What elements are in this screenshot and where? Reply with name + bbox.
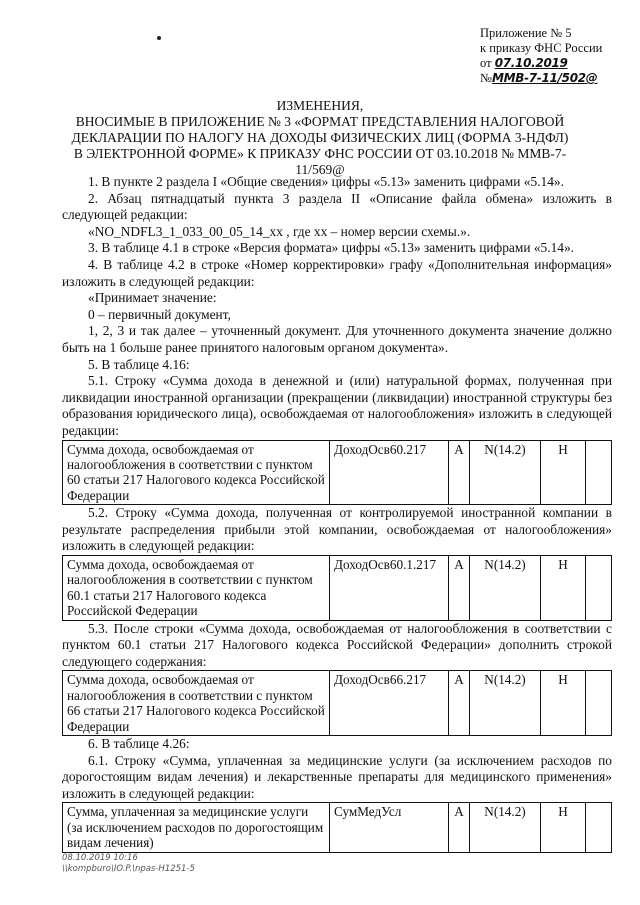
table-row xyxy=(63,671,612,736)
cell-required: Н xyxy=(541,440,586,505)
paragraph: 1. В пункте 2 раздела I «Общие сведения» цифры «5.13» заменить цифрами «5.14». xyxy=(88,174,564,189)
appendix-number xyxy=(480,71,630,86)
scan-mark xyxy=(157,36,161,40)
cell-extra xyxy=(586,803,612,852)
requisite-table xyxy=(62,555,612,621)
table-row xyxy=(63,803,612,852)
cell-type: А xyxy=(449,555,470,620)
cell-required: Н xyxy=(541,671,586,736)
cell-format: N(14.2) xyxy=(470,440,541,505)
cell-type: А xyxy=(449,671,470,736)
appendix-label: Приложение № 5 xyxy=(480,26,572,40)
print-path: \\kompburo\IO.P.\npas-H1251-5 xyxy=(62,864,195,874)
cell-type: А xyxy=(449,440,470,505)
cell-name: Сумма дохода, освобождаемая от налогообложения в соответствии с пунктом 60 статьи 217 Налогового кодекса Российской Федерации xyxy=(63,440,330,505)
handwritten-number: ММВ-7-11/502@ xyxy=(491,71,598,85)
cell-extra xyxy=(586,440,612,505)
paragraph: 1, 2, 3 и так далее – уточненный документ. Для уточненного документа значение должно быть на 1 больше ранее принятого налоговым органом документа». xyxy=(62,323,612,355)
cell-code: СумМедУсл xyxy=(330,803,449,852)
appendix-order: к приказу ФНС России xyxy=(480,41,603,55)
cell-code: ДоходОсв66.217 xyxy=(330,671,449,736)
cell-extra xyxy=(586,555,612,620)
paragraph: 5.3. После строки «Сумма дохода, освобождаемая от налогообложения в соответствии с пунктом 60.1 статьи 217 Налогового кодекса Российской Федерации» дополнить строкой следующего содержания: xyxy=(62,620,612,669)
paragraph: 2. Абзац пятнадцатый пункта 3 раздела II «Описание файла обмена» изложить в следующей редакции: xyxy=(62,190,612,223)
paragraph: 5.2. Строку «Сумма дохода, полученная от контролируемой иностранной компании в результате распределения прибыли этой компании, освобождаемая от налогообложения» изложить в следующей редакции: xyxy=(62,505,612,554)
handwritten-date: 07.10.2019 xyxy=(494,56,568,70)
table-row xyxy=(63,440,612,505)
cell-format: N(14.2) xyxy=(470,803,541,852)
cell-extra xyxy=(586,671,612,736)
table-row xyxy=(63,555,612,620)
document-title xyxy=(60,98,580,178)
cell-required: Н xyxy=(541,555,586,620)
print-footer xyxy=(62,853,195,875)
paragraph: 6. В таблице 4.26: xyxy=(88,735,190,751)
document-body xyxy=(62,174,612,853)
paragraph: 5. В таблице 4.16: xyxy=(88,356,190,372)
cell-name: Сумма дохода, освобождаемая от налогообложения в соответствии с пунктом 60.1 статьи 217 Налогового кодекса Российской Федерации xyxy=(63,555,330,620)
cell-name: Сумма, уплаченная за медицинские услуги (за исключением расходов по дорогостоящим видам лечения) xyxy=(63,803,330,852)
cell-required: Н xyxy=(541,803,586,852)
date-prefix: от xyxy=(480,56,492,70)
number-prefix: № xyxy=(480,71,492,85)
requisite-table xyxy=(62,440,612,506)
requisite-table xyxy=(62,670,612,736)
appendix-date xyxy=(480,56,630,71)
cell-type: А xyxy=(449,803,470,852)
paragraph: 5.1. Строку «Сумма дохода в денежной и (или) натуральной формах, полученная при ликвидации иностранной организации (прекращении (ликвидации) иностранной структуры без образования юридического лица), освобождаемая от налогообложения» изложить в следующей редакции: xyxy=(62,373,612,438)
cell-name: Сумма дохода, освобождаемая от налогообложения в соответствии с пунктом 66 статьи 217 Налогового кодекса Российской Федерации xyxy=(63,671,330,736)
paragraph: 6.1. Строку «Сумма, уплаченная за медицинские услуги (за исключением расходов по дорогостоящим видам лечения) и лекарственные препараты для медицинского применения» изложить в следующей редакции: xyxy=(62,752,612,801)
paragraph: 0 – первичный документ, xyxy=(88,306,231,322)
paragraph: 4. В таблице 4.2 в строке «Номер корректировки» графу «Дополнительная информация» изложить в следующей редакции: xyxy=(62,256,612,289)
print-timestamp: 08.10.2019 10:16 xyxy=(62,853,138,863)
title-line: ДЕКЛАРАЦИИ ПО НАЛОГУ НА ДОХОДЫ ФИЗИЧЕСКИХ ЛИЦ (ФОРМА 3-НДФЛ) xyxy=(71,130,569,145)
cell-format: N(14.2) xyxy=(470,671,541,736)
title-line: В ЭЛЕКТРОННОЙ ФОРМЕ» К ПРИКАЗУ ФНС РОССИИ ОТ 03.10.2018 № ММВ-7-11/569@ xyxy=(73,146,567,177)
title-line: ИЗМЕНЕНИЯ, xyxy=(276,98,364,113)
paragraph: «Принимает значение: xyxy=(88,290,217,306)
paragraph: 3. В таблице 4.1 в строке «Версия формата» цифры «5.13» заменить цифрами «5.14». xyxy=(88,240,575,256)
paragraph: «NO_NDFL3_1_033_00_05_14_xx , где xx – номер версии схемы.». xyxy=(88,223,471,239)
cell-code: ДоходОсв60.1.217 xyxy=(330,555,449,620)
cell-code: ДоходОсв60.217 xyxy=(330,440,449,505)
cell-format: N(14.2) xyxy=(470,555,541,620)
requisite-table xyxy=(62,802,612,852)
title-line: ВНОСИМЫЕ В ПРИЛОЖЕНИЕ № 3 «ФОРМАТ ПРЕДСТАВЛЕНИЯ НАЛОГОВОЙ xyxy=(75,114,565,129)
appendix-header xyxy=(480,26,630,86)
